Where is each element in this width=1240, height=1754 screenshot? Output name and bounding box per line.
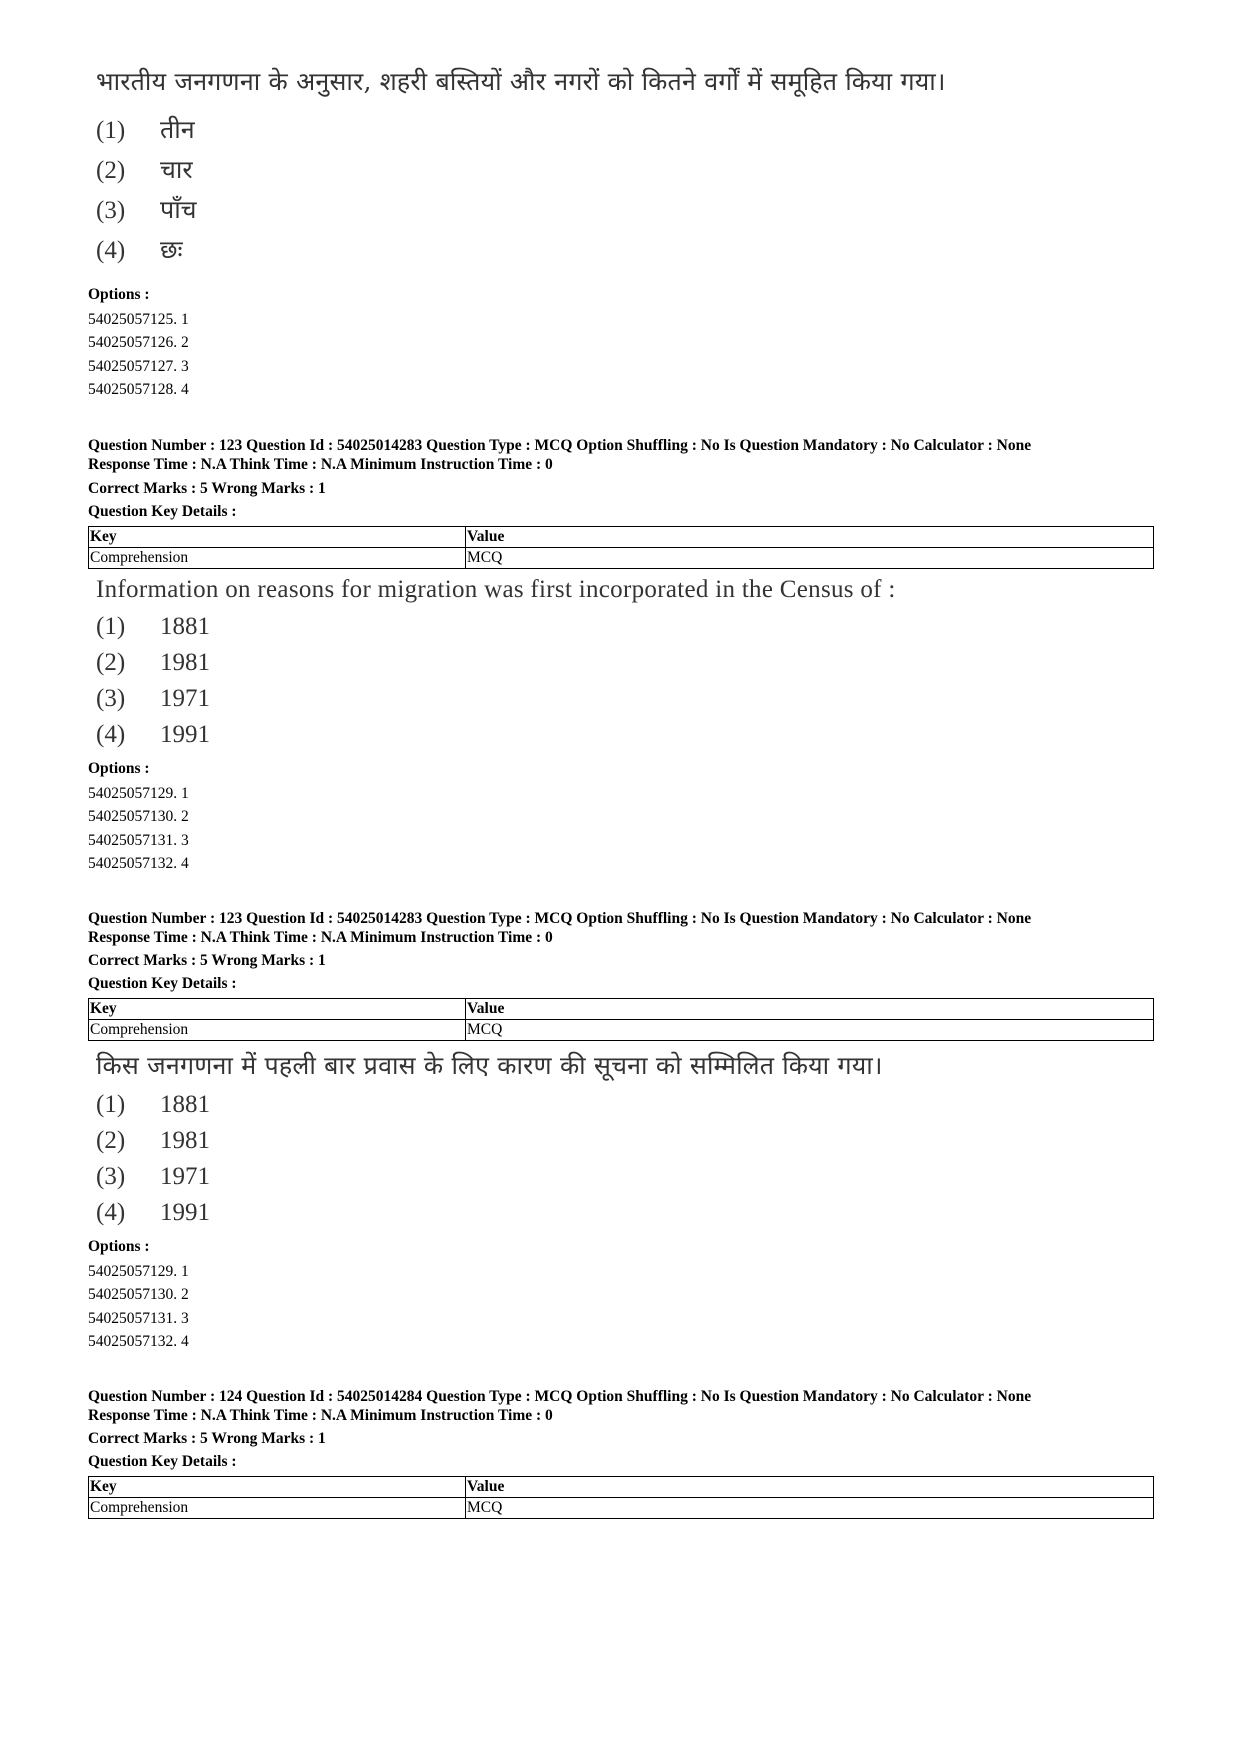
option-id-list (88, 1260, 189, 1353)
choice-number: (4) (96, 1199, 126, 1226)
option-id: 54025057126. 2 (88, 334, 189, 352)
choice-1 (96, 613, 210, 649)
table-row (89, 1498, 1154, 1519)
table-header-key: Key (89, 527, 466, 548)
question-stem-hindi: किस जनगणना में पहली बार प्रवास के लिए कारण की सूचना को सम्मिलित किया गया। (96, 1051, 883, 1080)
choice-number: (1) (96, 117, 126, 144)
choice-text: 1971 (160, 685, 210, 712)
choice-4 (96, 721, 210, 757)
option-id: 54025057131. 3 (88, 831, 189, 849)
choice-2 (96, 152, 193, 188)
option-id-list (88, 782, 189, 875)
choice-2 (96, 649, 210, 685)
question-meta-line-1: Question Number : 123 Question Id : 54025014283 Question Type : MCQ Option Shuffling : No Is Question Mandatory : No Calculator : None (88, 910, 1032, 927)
choice-number: (2) (96, 157, 126, 184)
table-header-value: Value (466, 527, 1154, 548)
option-id: 54025057132. 4 (88, 1332, 189, 1350)
choice-4 (96, 1199, 210, 1235)
option-id: 54025057127. 3 (88, 357, 189, 375)
question-meta-line-2: Response Time : N.A Think Time : N.A Minimum Instruction Time : 0 (88, 1406, 553, 1424)
choice-text: 1991 (160, 1199, 210, 1226)
marks-line: Correct Marks : 5 Wrong Marks : 1 (88, 480, 326, 497)
key-value-table (88, 998, 1154, 1041)
question-stem-hindi: भारतीय जनगणना के अनुसार, शहरी बस्तियों और नगरों को कितने वर्गों में समूहित किया गया। (96, 67, 946, 96)
table-header-key: Key (89, 999, 466, 1020)
choice-3 (96, 192, 197, 228)
options-label: Options : (88, 1238, 150, 1255)
key-details-heading: Question Key Details : (88, 975, 237, 992)
choice-number: (4) (96, 237, 126, 264)
question-meta-line-2: Response Time : N.A Think Time : N.A Minimum Instruction Time : 0 (88, 455, 553, 473)
choice-1 (96, 1091, 210, 1127)
choice-text: चार (160, 155, 193, 184)
option-id: 54025057132. 4 (88, 854, 189, 872)
question-stem-english: Information on reasons for migration was first incorporated in the Census of : (96, 576, 896, 603)
key-value-table (88, 526, 1154, 569)
choice-2 (96, 1127, 210, 1163)
key-value-table (88, 1476, 1154, 1519)
key-details-heading: Question Key Details : (88, 1453, 237, 1470)
choice-text: 1881 (160, 1091, 210, 1118)
table-cell-value: MCQ (466, 548, 1154, 569)
option-id: 54025057130. 2 (88, 1286, 189, 1304)
choice-number: (3) (96, 685, 126, 712)
table-header-key: Key (89, 1477, 466, 1498)
question-meta (88, 1388, 1031, 1425)
table-cell-value: MCQ (466, 1498, 1154, 1519)
question-meta-line-1: Question Number : 124 Question Id : 54025014284 Question Type : MCQ Option Shuffling : No Is Question Mandatory : No Calculator : None (88, 1388, 1032, 1405)
table-row (89, 548, 1154, 569)
choice-4 (96, 232, 183, 268)
choice-number: (1) (96, 1091, 126, 1118)
option-id: 54025057128. 4 (88, 380, 189, 398)
option-id: 54025057130. 2 (88, 808, 189, 826)
question-meta-line-1: Question Number : 123 Question Id : 54025014283 Question Type : MCQ Option Shuffling : No Is Question Mandatory : No Calculator : None (88, 437, 1032, 454)
options-label: Options : (88, 286, 150, 303)
table-header-row (89, 999, 1154, 1020)
choice-text: पाँच (160, 195, 197, 224)
choice-1 (96, 112, 195, 148)
choice-text: 1971 (160, 1163, 210, 1190)
choice-3 (96, 1163, 210, 1199)
key-details-heading: Question Key Details : (88, 503, 237, 520)
table-header-value: Value (466, 1477, 1154, 1498)
table-cell-key: Comprehension (89, 1020, 466, 1041)
option-id: 54025057129. 1 (88, 1263, 189, 1280)
table-cell-key: Comprehension (89, 1498, 466, 1519)
choice-number: (1) (96, 613, 126, 640)
table-header-row (89, 527, 1154, 548)
table-cell-value: MCQ (466, 1020, 1154, 1041)
option-id: 54025057125. 1 (88, 311, 189, 328)
option-id: 54025057129. 1 (88, 785, 189, 802)
choice-text: छः (160, 235, 183, 264)
choice-number: (4) (96, 721, 126, 748)
choice-text: तीन (160, 115, 195, 144)
choice-text: 1991 (160, 721, 210, 748)
choice-text: 1981 (160, 649, 210, 676)
choice-3 (96, 685, 210, 721)
table-header-row (89, 1477, 1154, 1498)
choice-number: (3) (96, 1163, 126, 1190)
question-meta (88, 910, 1031, 947)
table-row (89, 1020, 1154, 1041)
choice-text: 1881 (160, 613, 210, 640)
choice-number: (2) (96, 649, 126, 676)
option-id: 54025057131. 3 (88, 1309, 189, 1327)
table-header-value: Value (466, 999, 1154, 1020)
question-meta-line-2: Response Time : N.A Think Time : N.A Minimum Instruction Time : 0 (88, 928, 553, 946)
choice-text: 1981 (160, 1127, 210, 1154)
question-meta (88, 437, 1031, 474)
choice-number: (3) (96, 197, 126, 224)
marks-line: Correct Marks : 5 Wrong Marks : 1 (88, 952, 326, 969)
table-cell-key: Comprehension (89, 548, 466, 569)
option-id-list (88, 308, 189, 401)
options-label: Options : (88, 760, 150, 777)
marks-line: Correct Marks : 5 Wrong Marks : 1 (88, 1430, 326, 1447)
choice-number: (2) (96, 1127, 126, 1154)
